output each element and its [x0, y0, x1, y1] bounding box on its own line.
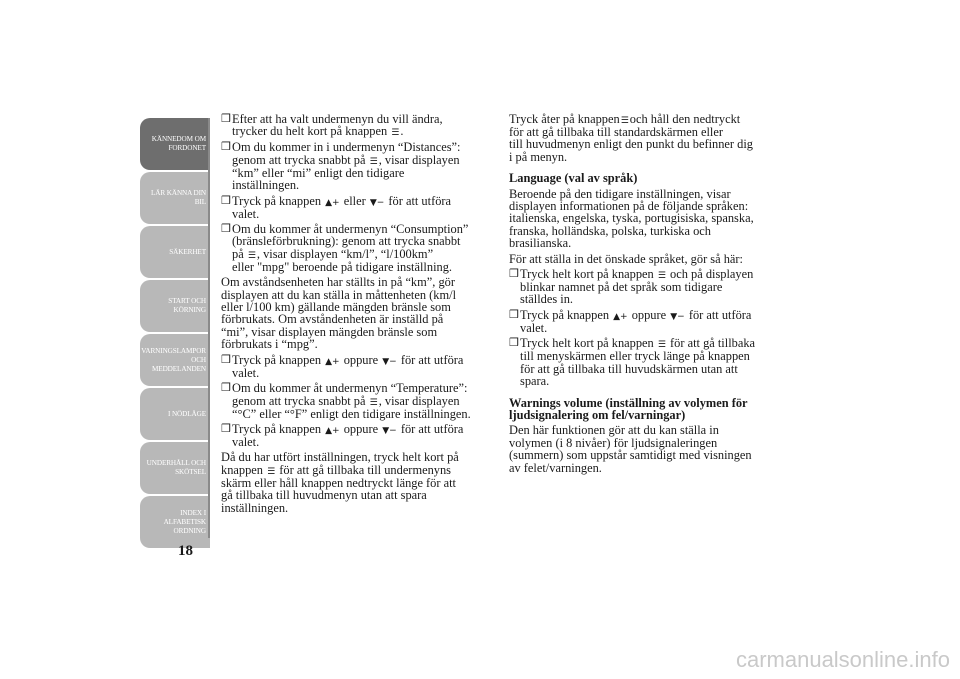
text: för att gå tillbaka till undermenyns — [279, 462, 451, 477]
text: gå tillbaka till huvudmenyn utan att spara — [221, 488, 427, 503]
tab-i-nodlage[interactable]: I NÖDLÄGE — [140, 388, 210, 440]
text: “°C” eller “°F” enligt den tidigare inställningen. — [232, 406, 471, 421]
list-item — [221, 423, 499, 448]
left-column — [221, 113, 499, 517]
up-plus-button-icon: ▲+ — [613, 311, 628, 322]
checkbox-bullet-icon: ❒ — [509, 337, 519, 350]
text: Tryck helt kort på knappen — [520, 267, 654, 282]
text: för att utföra — [688, 307, 752, 322]
list-item — [221, 223, 499, 273]
list-item — [509, 268, 781, 306]
up-plus-button-icon: ▲+ — [325, 356, 340, 367]
text: för att utföra — [400, 352, 464, 367]
menu-button-icon: ☰ — [391, 128, 400, 139]
text: Beroende på den tidigare inställningen, visar — [509, 186, 731, 201]
text: displayen att du kan ställa in måttenheten (km/l — [221, 287, 457, 302]
menu-button-icon: ☰ — [369, 156, 378, 167]
page-number: 18 — [178, 543, 193, 559]
text: Tryck åter på knappen — [509, 112, 620, 126]
checkbox-bullet-icon: ❒ — [509, 308, 519, 321]
text: Tryck på knappen — [232, 193, 322, 208]
text: blinkar namnet på det språk som tidigare — [520, 280, 723, 295]
text: för att gå tillbaka — [670, 336, 756, 351]
text: “km” eller “mi” enligt den tidigare — [232, 165, 405, 180]
text: förbrukats. Om avståndenheten är inställd på — [221, 312, 444, 327]
down-minus-button-icon: ▼− — [382, 356, 397, 367]
text: inställningen. — [221, 500, 289, 515]
text: Tryck på knappen — [232, 421, 322, 436]
tab-index[interactable]: INDEX I ALFABETISK ORDNING — [140, 496, 210, 548]
list-item — [509, 337, 781, 387]
text: och håll den nedtryckt — [629, 112, 741, 126]
text: förbrukats i “mpg”. — [221, 337, 318, 352]
text: spara. — [520, 374, 550, 389]
text: Då du har utfört inställningen, tryck helt kort på — [221, 450, 459, 465]
text: på — [232, 246, 244, 261]
text: ljudsignalering om fel/varningar) — [509, 407, 686, 422]
text: eller "mpg" beroende på tidigare inställning. — [232, 259, 453, 274]
text: i på menyn. — [509, 149, 568, 164]
text: Om du kommer in i undermenyn “Distances”: — [232, 140, 461, 155]
text: oppure — [343, 421, 379, 436]
checkbox-bullet-icon: ❒ — [221, 422, 231, 435]
menu-button-icon: ☰ — [267, 466, 276, 477]
tab-kannedom-om-fordonet[interactable]: KÄNNEDOM OM FORDONET — [140, 118, 210, 170]
menu-button-icon: ☰ — [657, 340, 666, 351]
checkbox-bullet-icon: ❒ — [509, 268, 519, 281]
checkbox-bullet-icon: ❒ — [221, 194, 231, 207]
text: inställningen. — [232, 178, 300, 193]
up-plus-button-icon: ▲+ — [325, 425, 340, 436]
checkbox-bullet-icon: ❒ — [221, 382, 231, 395]
list-item — [221, 113, 499, 138]
paragraph — [509, 188, 781, 250]
text: för att utföra — [388, 193, 452, 208]
text: och på displayen — [670, 267, 754, 282]
checkbox-bullet-icon: ❒ — [221, 223, 231, 236]
text: valet. — [232, 434, 260, 449]
text: Tryck på knappen — [520, 307, 610, 322]
menu-button-icon: ☰ — [620, 116, 629, 126]
text: italienska, engelska, tyska, portugisiska, spanska, — [509, 211, 754, 226]
menu-button-icon: ☰ — [247, 250, 256, 261]
text: Om du kommer åt undermenyn “Consumption” — [232, 222, 469, 237]
menu-button-icon: ☰ — [369, 397, 378, 408]
watermark: carmanualsonline.info — [735, 647, 950, 672]
list-item — [221, 382, 499, 420]
text: valet. — [232, 206, 260, 221]
text: valet. — [520, 320, 548, 335]
tab-sakerhet[interactable]: SÄKERHET — [140, 226, 210, 278]
text: , visar displayen — [378, 152, 460, 167]
text: . — [400, 124, 404, 139]
list-item — [221, 195, 499, 220]
tab-varningslampor[interactable]: VARNINGSLAMPOR OCH MEDDELANDEN — [140, 334, 210, 386]
text: trycker du helt kort på knappen — [232, 124, 388, 139]
checkbox-bullet-icon: ❒ — [221, 141, 231, 154]
list-item — [221, 141, 499, 191]
paragraph — [221, 451, 499, 514]
right-column — [509, 113, 781, 477]
tab-divider — [208, 118, 210, 538]
paragraph — [509, 424, 781, 474]
checkbox-bullet-icon: ❒ — [221, 113, 231, 125]
text: Efter att ha valt undermenyn du vill ändra, — [232, 112, 443, 126]
text: valet. — [232, 365, 260, 380]
down-minus-button-icon: ▼− — [369, 197, 385, 208]
text: Warnings volume (inställning av volymen för — [509, 395, 748, 410]
menu-button-icon: ☰ — [657, 271, 666, 282]
text: (bränsleförbrukning): genom att trycka snabbt — [232, 234, 461, 249]
text: , visar displayen “km/l”, “l/100km” — [256, 246, 434, 261]
list-item — [509, 309, 781, 334]
section-heading-warnings-volume — [509, 397, 781, 422]
text: (summern) som uppstår samtidigt med visningen — [509, 448, 752, 463]
text: “mi”, visar displayen mängden bränsle som — [221, 324, 438, 339]
text: volymen (i 8 nivåer) för ljudsignaleringen — [509, 435, 718, 450]
up-plus-button-icon: ▲+ — [325, 197, 340, 208]
text: Om du kommer åt undermenyn “Temperature”: — [232, 381, 468, 396]
text: Tryck helt kort på knappen — [520, 336, 654, 351]
section-heading-language: Language (val av språk) — [509, 171, 638, 186]
paragraph: För att ställa in det önskade språket, gör så här: — [509, 251, 743, 266]
text: genom att trycka snabbt på — [232, 393, 366, 408]
text: franska, holländska, polska, turkiska och — [509, 223, 711, 238]
text: eller — [343, 193, 366, 208]
text: brasilianska. — [509, 236, 572, 251]
tab-lar-kanna-din-bil[interactable]: LÄR KÄNNA DIN BIL — [140, 172, 210, 224]
text: för att gå tillbaka till huvudskärmen utan att — [520, 361, 738, 376]
tab-underhall-och-skotsel[interactable]: UNDERHÅLL OCH SKÖTSEL — [140, 442, 210, 494]
text: oppure — [631, 307, 667, 322]
text: Om avståndsenheten har ställts in på “km”, gör — [221, 275, 455, 290]
text: till menyskärmen eller tryck länge på knappen — [520, 349, 750, 364]
text: , visar displayen — [378, 393, 460, 408]
text: för att gå tillbaka till standardskärmen eller — [509, 125, 724, 139]
text: skärm eller håll knappen nedtryckt länge för att — [221, 475, 456, 490]
down-minus-button-icon: ▼− — [382, 425, 397, 436]
text: Den här funktionen gör att du kan ställa in — [509, 423, 719, 438]
text: Tryck på knappen — [232, 352, 322, 367]
text: displayen informationen på de följande språken: — [509, 199, 749, 214]
checkbox-bullet-icon: ❒ — [221, 353, 231, 366]
text: till huvudmenyn enligt den punkt du befinner dig — [509, 137, 753, 152]
paragraph — [221, 276, 499, 350]
text: knappen — [221, 462, 263, 477]
tab-start-och-korning[interactable]: START OCH KÖRNING — [140, 280, 210, 332]
text: oppure — [343, 352, 379, 367]
text: eller l/100 km) gällande mängden bränsle som — [221, 300, 451, 315]
paragraph — [509, 113, 781, 163]
text: av felet/varningen. — [509, 460, 602, 475]
down-minus-button-icon: ▼− — [670, 311, 685, 322]
text: genom att trycka snabbt på — [232, 152, 366, 167]
text: för att utföra — [400, 421, 464, 436]
text: ställdes in. — [520, 292, 573, 307]
list-item — [221, 354, 499, 379]
